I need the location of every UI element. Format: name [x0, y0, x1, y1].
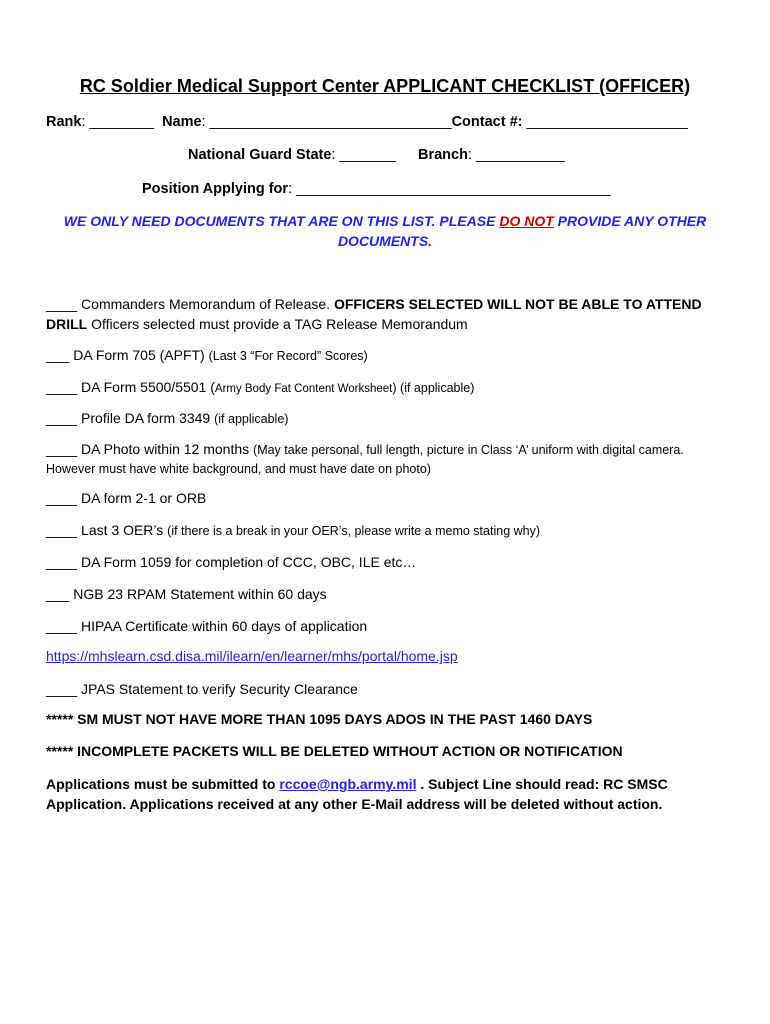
branch-field[interactable]: ___________ — [476, 147, 565, 163]
item-label: NGB 23 RPAM Statement within 60 days — [69, 586, 327, 602]
item-note: (May take personal, full length, picture in Class ‘A’ uniform with digital camera. However must have white background, and must have date on photo) — [46, 443, 684, 476]
item-note: (if there is a break in your OER’s, please write a memo stating why) — [167, 524, 541, 538]
item-label: JPAS Statement to verify Security Clearance — [77, 681, 358, 697]
item-blank[interactable]: ____ — [46, 441, 78, 457]
checklist-item-apft — [46, 345, 726, 366]
branch-label: Branch — [417, 147, 468, 163]
item-blank[interactable]: ____ — [46, 522, 78, 538]
item-note: (Last 3 “For Record” Scores) — [208, 349, 368, 363]
submission-text-start: Applications must be submitted to — [46, 776, 280, 792]
state-label: National Guard State — [188, 147, 332, 163]
item-label: Profile DA form 3349 — [77, 410, 215, 426]
checklist-item-body-fat — [46, 377, 726, 399]
checklist-item-da-photo — [46, 440, 726, 478]
contact-label: Contact #: — [451, 114, 523, 130]
state-branch-row: National Guard State: _______ Branch: ___________ — [188, 147, 565, 163]
item-blank[interactable]: ____ — [46, 410, 78, 426]
ados-warning: ***** SM MUST NOT HAVE MORE THAN 1095 DAYS ADOS IN THE PAST 1460 DAYS — [46, 711, 593, 727]
item-blank[interactable]: ____ — [46, 490, 78, 506]
rank-name-contact-row: Rank: ________ Name: ______________________________Contact #: ____________________ — [46, 114, 688, 130]
submission-instructions — [46, 774, 706, 814]
item-blank[interactable]: ____ — [46, 554, 78, 570]
item-tail: Officers selected must provide a TAG Release Memorandum — [87, 316, 468, 332]
item-note: Army Body Fat Content Worksheet — [214, 383, 393, 395]
item-blank[interactable]: ____ — [46, 296, 78, 312]
submission-text-end: . Subject Line should read: RC SMSC Application. Applications received at any other E-Mail address will be deleted without action. — [46, 776, 668, 812]
item-tail: ) (if applicable) — [392, 381, 475, 395]
notice-do-not: DO NOT — [499, 213, 554, 229]
checklist-item-rpam — [46, 584, 726, 604]
page-title: RC Soldier Medical Support Center APPLICANT CHECKLIST (OFFICER) — [79, 76, 691, 96]
position-row: Position Applying for: _______________________________________ — [142, 181, 611, 197]
rank-label: Rank — [46, 114, 82, 130]
checklist-item-oer — [46, 520, 726, 541]
name-field[interactable]: ______________________________ — [209, 114, 452, 130]
item-label: Last 3 OER’s — [77, 522, 168, 538]
item-label: DA form 2-1 or ORB — [77, 490, 207, 506]
item-label: DA Form 5500/5501 ( — [77, 379, 215, 395]
item-blank[interactable]: ____ — [46, 681, 78, 697]
item-blank[interactable]: ___ — [46, 586, 70, 602]
item-blank[interactable]: ____ — [46, 379, 78, 395]
checklist-item-orb — [46, 488, 726, 508]
notice-text-end: PROVIDE ANY OTHER DOCUMENTS. — [337, 213, 707, 249]
state-field[interactable]: _______ — [339, 147, 396, 163]
position-label: Position Applying for — [142, 181, 289, 197]
incomplete-packets-warning: ***** INCOMPLETE PACKETS WILL BE DELETED WITHOUT ACTION OR NOTIFICATION — [46, 743, 623, 759]
hipaa-link-row — [46, 648, 458, 664]
hipaa-link[interactable]: https://mhslearn.csd.disa.mil/ilearn/en/learner/mhs/portal/home.jsp — [46, 648, 458, 664]
item-label: DA Form 1059 for completion of CCC, OBC, ILE etc… — [77, 554, 417, 570]
checklist-item-jpas — [46, 679, 726, 699]
checklist-item-release-memo — [46, 294, 726, 334]
item-blank[interactable]: ___ — [46, 347, 70, 363]
item-bold-note: OFFICERS SELECTED WILL NOT BE ABLE TO ATTEND DRILL — [46, 296, 702, 332]
documents-notice — [40, 211, 730, 251]
position-field[interactable]: _______________________________________ — [296, 181, 611, 197]
submission-email-link[interactable]: rccoe@ngb.army.mil — [279, 776, 417, 792]
item-label: HIPAA Certificate within 60 days of application — [77, 618, 368, 634]
item-note: (if applicable) — [214, 412, 289, 426]
checklist-item-hipaa — [46, 616, 726, 636]
notice-text-start: WE ONLY NEED DOCUMENTS THAT ARE ON THIS LIST. PLEASE — [63, 213, 500, 229]
item-label: Commanders Memorandum of Release. — [77, 296, 334, 312]
item-label: DA Form 705 (APFT) — [69, 347, 209, 363]
name-label: Name — [162, 114, 202, 130]
contact-field[interactable]: ____________________ — [526, 114, 688, 130]
item-label: DA Photo within 12 months — [77, 441, 254, 457]
rank-field[interactable]: ________ — [89, 114, 155, 130]
checklist-item-da-1059 — [46, 552, 726, 572]
checklist-item-profile — [46, 408, 726, 429]
item-blank[interactable]: ____ — [46, 618, 78, 634]
